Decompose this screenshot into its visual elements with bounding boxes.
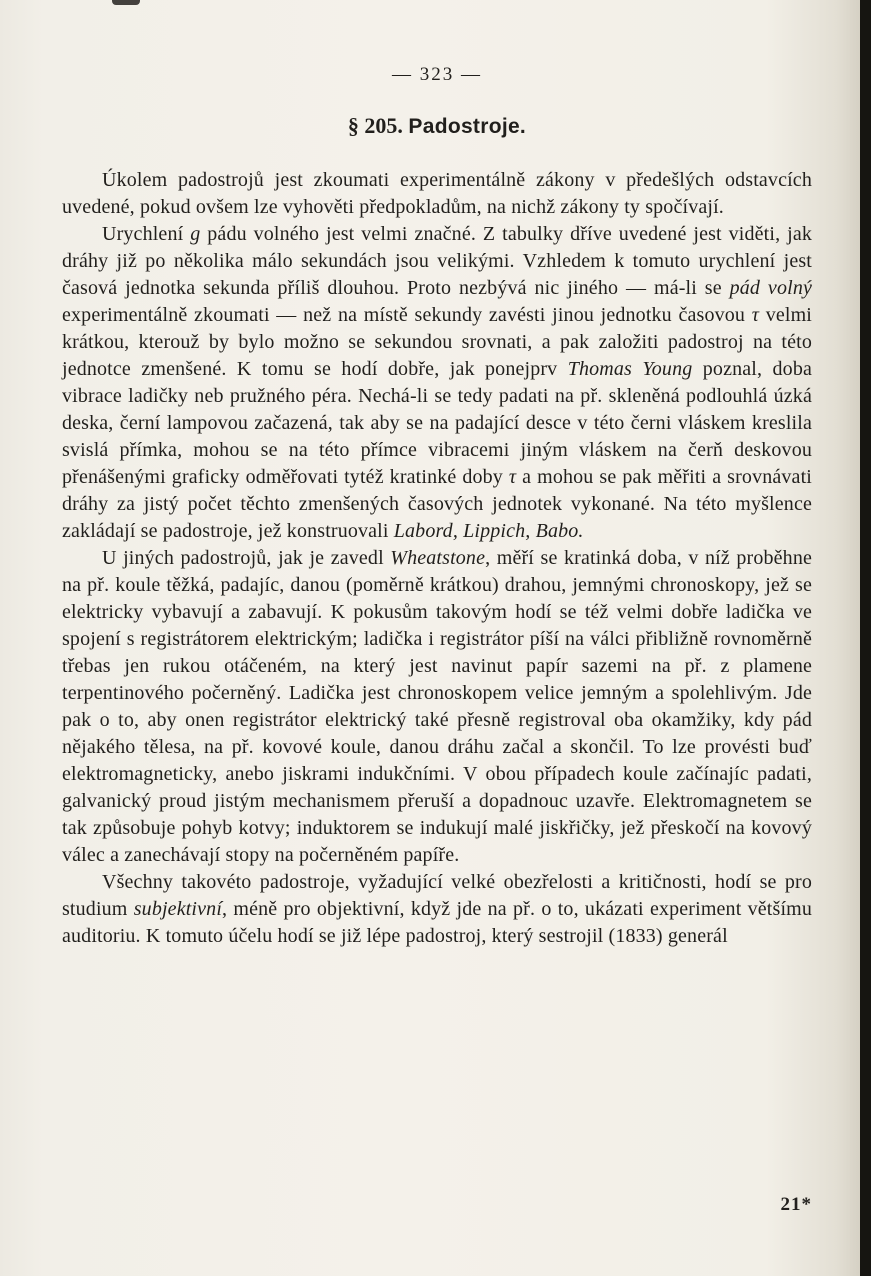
text-run: poznal, doba vibrace ladičky neb pružného péra. Nechá-li se tedy padati na př. skleněná podlouhlá úzká deska, černí lampovou začazená, tak aby se na padající desce v této černi vláskem kreslila svislá přímka, mohou se na této přímce vibracemi jiným vláskem na čerň deskovou přenášenými graficky odměřovati tytéž kratinké doby bbox=[62, 358, 813, 488]
signature-mark: 21* bbox=[780, 1194, 812, 1215]
italic-text-run: τ bbox=[751, 304, 760, 326]
text-run: pádu volného jest velmi značné. Z tabulky dříve uvedené jest viděti, jak dráhy již po několika málo sekundách jsou velikými. Vzhledem k tomuto urychlení jest časová jednotka sekunda příliš dlouhou. Proto nezbývá nic jiného — má-li se bbox=[62, 223, 812, 299]
italic-text-run: g bbox=[190, 223, 201, 245]
text-run: Všechny takovéto padostroje, vyžadující velké obezřelosti a kritičnosti, hodí se pro studium bbox=[62, 871, 812, 920]
text-run: Urychlení bbox=[102, 223, 191, 245]
italic-text-run: subjektivní bbox=[133, 898, 223, 920]
section-title: Padostroje. bbox=[408, 115, 527, 138]
text-run: experimentálně zkoumati — než na místě sekundy zavésti jinou jednotku časovou bbox=[62, 304, 752, 326]
text-run: velmi krátkou, kterouž by bylo možno se sekundou srovnati, a pak založiti padostroj na této jednotce zmenšené. K tomu se hodí dobře, jak ponejprv bbox=[62, 304, 812, 380]
text-run: a mohou se pak měřiti a srovnávati dráhy za jistý počet těchto zmenšených časových jednotek vykonané. Na této myšlence zakládají se padostroje, jež konstruovali bbox=[62, 466, 812, 542]
italic-text-run: Thomas Young bbox=[567, 358, 693, 380]
section-number: § 205. bbox=[347, 113, 403, 138]
italic-text-run: Wheatstone bbox=[390, 547, 486, 569]
text-run: Úkolem padostrojů jest zkoumati experimentálně zákony v předešlých odstavcích uvedené, pokud ovšem lze vyhověti předpokladům, na nichž zákony ty spočívají. bbox=[62, 169, 812, 218]
paragraph bbox=[62, 869, 812, 950]
italic-text-run: τ bbox=[508, 466, 517, 488]
text-run: , měří se kratinká doba, v níž proběhne na př. koule těžká, padajíc, danou (poměrně krátkou) drahou, jemnými chronoskopy, jež se elektricky vybavují a zabavují. K pokusům takovým hodí se též velmi dobře ladička ve spojení s registrátorem elektrickým; ladička i registrátor píší na válci přibližně rovnoměrně třebas jen rukou otáčeném, na který jest navinut papír sazemi na př. z plamene terpentinového počerněný. Ladička jest chronoskopem velice jemným a spolehlivým. Jde pak o to, aby onen registrátor elektrický také přesně registroval oba okamžiky, kdy pád nějakého tělesa, na př. kovové koule, danou dráhu začal a skončil. To lze provésti buď elektromagneticky, anebo jiskrami indukčními. V obou případech koule začínajíc padati, galvanický proud jistým mechanismem přeruší a dopadnouc uzavře. Elektromagnetem se tak způsobuje pohyb kotvy; induktorem se indukují malé jiskřičky, jež přeskočí na kovový válec a zanechávají stopy na počerněném papíře. bbox=[62, 547, 812, 866]
scan-artifact-top bbox=[112, 0, 140, 5]
italic-text-run: pád volný bbox=[729, 277, 812, 299]
text-run: , méně pro objektivní, když jde na př. o to, ukázati experiment většímu auditoriu. K tomuto účelu hodí se již lépe padostroj, který sestrojil (1833) generál bbox=[62, 898, 813, 947]
paragraph bbox=[62, 167, 812, 221]
text-run: U jiných padostrojů, jak je zavedl bbox=[102, 547, 391, 569]
paragraph bbox=[62, 221, 812, 545]
scan-spine-edge bbox=[860, 0, 871, 1276]
paragraph bbox=[62, 545, 812, 869]
italic-text-run: Labord, Lippich, Babo. bbox=[393, 520, 584, 542]
section-heading bbox=[62, 113, 812, 139]
page-content bbox=[62, 64, 812, 950]
body-text bbox=[62, 167, 812, 950]
page-number: — 323 — bbox=[392, 64, 482, 85]
